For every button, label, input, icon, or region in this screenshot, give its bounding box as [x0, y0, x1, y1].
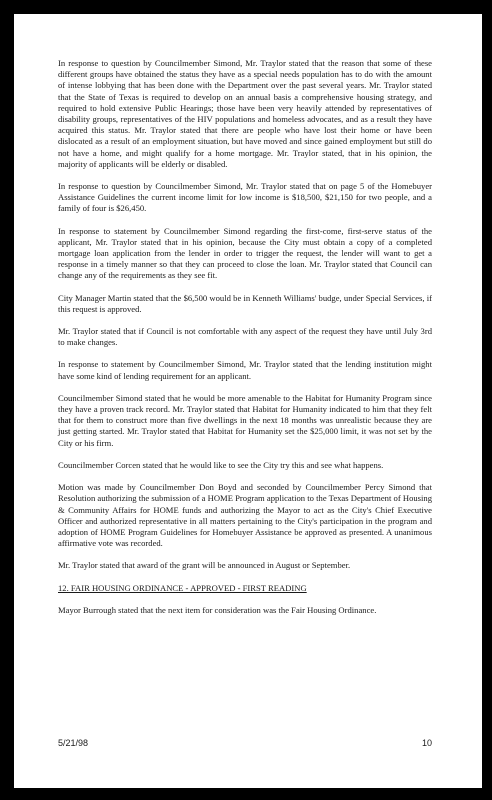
scan-edge-top	[0, 0, 492, 14]
paragraph: In response to question by Councilmember Simond, Mr. Traylor stated that on page 5 of the Homebuyer Assistance Guidelines the current income limit for low income is $18,500, $21,150 for two people, and a family of four is $26,450.	[58, 181, 432, 214]
section-heading: 12. FAIR HOUSING ORDINANCE - APPROVED - FIRST READING	[58, 582, 307, 593]
document-body	[58, 58, 432, 627]
scan-edge-right	[482, 0, 492, 800]
footer-date: 5/21/98	[58, 738, 89, 748]
paragraph: City Manager Martin stated that the $6,500 would be in Kenneth Williams' budge, under Special Services, if this request is approved.	[58, 292, 432, 314]
paragraph: In response to statement by Councilmember Simond, Mr. Traylor stated that the lending institution might have some kind of lending requirement for an applicant.	[58, 359, 432, 381]
paragraph: Motion was made by Councilmember Don Boyd and seconded by Councilmember Percy Simond that Resolution authorizing the submission of a HOME Program application to the Texas Department of Housing & Community Affairs for HOME funds and authorizing the Mayor to act as the City's Chief Executive Officer and authorized representative in all matters pertaining to the City's participation in the program and adoption of HOME Program Guidelines for Homebuyer Assistance be approved as presented. A unanimous affirmative vote was recorded.	[58, 482, 432, 549]
paragraph: Mr. Traylor stated that award of the grant will be announced in August or September.	[58, 560, 351, 571]
page-footer	[58, 738, 432, 748]
paragraph: In response to question by Councilmember Simond, Mr. Traylor stated that the reason that some of these different groups have obtained the status they have as a special needs population has to do with the amount of intense lobbying that has been done with the Department over the past several years. Mr. Traylor stated that the State of Texas is required to develop on an annual basis a comprehensive housing strategy, and required to hold extensive Public Hearings; those have been very heavily attended by representatives of disability groups, representatives of the HIV populations and homeless advocates, and as a result they have acquired this status. Mr. Traylor stated that there are people who have lost their home or have been dislocated as a result of an employment situation, but have moved and since gained employment but still do not have a home, and might qualify for a home mortgage. Mr. Traylor stated, that in his opinion, the majority of applicants will be elderly or disabled.	[58, 58, 432, 169]
scan-edge-bottom	[0, 788, 492, 800]
paragraph: Councilmember Simond stated that he would be more amenable to the Habitat for Humanity Program since they have a proven track record. Mr. Traylor stated that Habitat for Humanity indicated to him that they felt that for them to construct more than five dwellings in the next 18 months was unrealistic because they are just getting started. Mr. Traylor stated that Habitat for Humanity set the $25,000 limit, it was not set by the City or his firm.	[58, 392, 432, 448]
scan-edge-left	[0, 0, 14, 800]
paragraph: Mr. Traylor stated that if Council is not comfortable with any aspect of the request they have until July 3rd to make changes.	[58, 326, 432, 348]
paragraph: Mayor Burrough stated that the next item for consideration was the Fair Housing Ordinance.	[58, 604, 377, 615]
paragraph: Councilmember Corcen stated that he would like to see the City try this and see what happens.	[58, 459, 384, 470]
page-number: 10	[421, 738, 432, 748]
paragraph: In response to statement by Councilmember Simond regarding the first-come, first-serve status of the applicant, Mr. Traylor stated that in his opinion, because the City must obtain a copy of a completed mortgage loan application from the lender in order to trigger the request, the lender will want to get a response in a timely manner so that they can proceed to close the loan. Mr. Traylor stated that Council can change any of the requirements as they see fit.	[58, 225, 432, 281]
